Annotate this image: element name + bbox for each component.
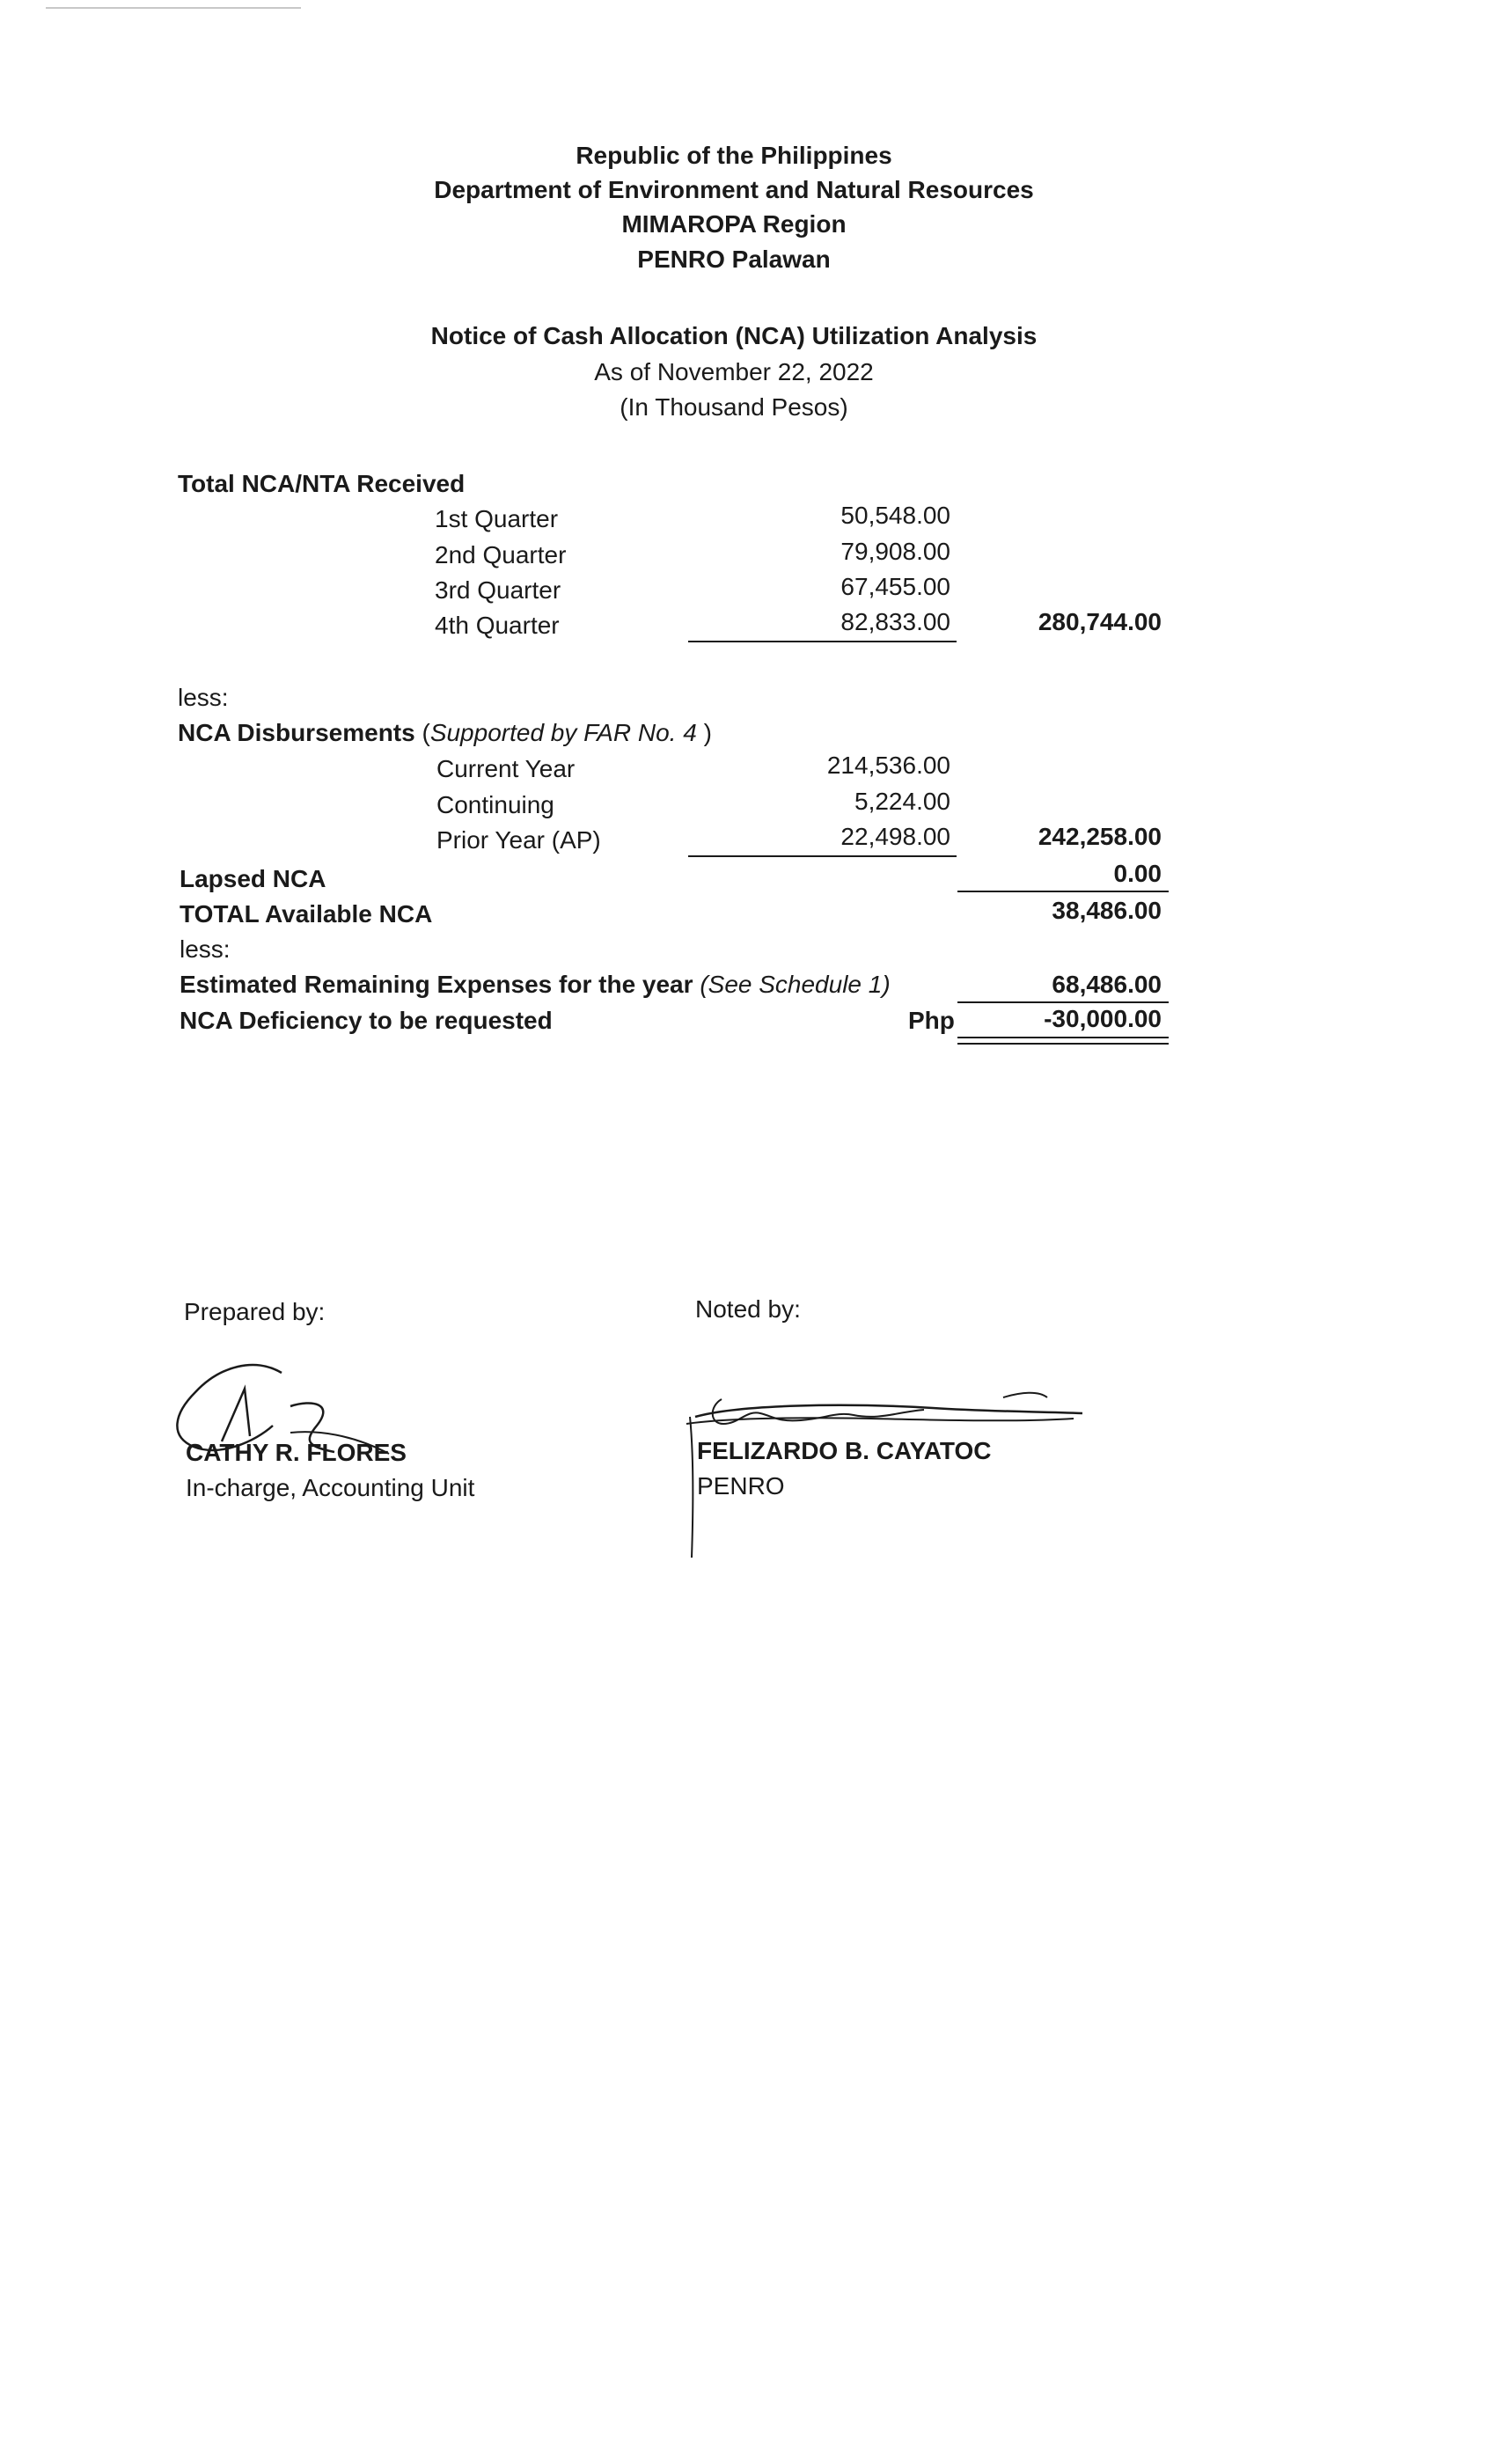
report-title: Notice of Cash Allocation (NCA) Utilization Analysis <box>430 322 1038 349</box>
remaining-label: Estimated Remaining Expenses for the year <box>180 971 693 998</box>
header-country: Republic of the Philippines <box>576 142 892 169</box>
quarter-amount: 50,548.00 <box>840 502 950 529</box>
quarter-label: 3rd Quarter <box>435 576 561 604</box>
disbursement-label: Current Year <box>436 755 576 782</box>
quarter-label: 4th Quarter <box>435 612 560 639</box>
disbursements-note: Supported by FAR No. 4 <box>429 719 697 746</box>
remaining-underline <box>957 1001 1169 1003</box>
deficiency-amount: -30,000.00 <box>1044 1005 1162 1032</box>
remaining-amount: 68,486.00 <box>1052 971 1162 998</box>
header-region: MIMAROPA Region <box>621 210 847 238</box>
disbursements-heading <box>178 718 712 748</box>
received-total: 280,744.00 <box>1038 608 1162 635</box>
disbursement-amount: 22,498.00 <box>840 823 950 850</box>
noted-name: FELIZARDO B. CAYATOC <box>697 1437 992 1464</box>
header-department: Department of Environment and Natural Resources <box>434 176 1034 203</box>
less-label: less: <box>180 935 231 963</box>
available-label: TOTAL Available NCA <box>180 900 433 928</box>
noted-position: PENRO <box>697 1472 785 1500</box>
disbursements-note-close: ) <box>703 719 712 746</box>
remaining-heading <box>180 970 891 1000</box>
prepared-name: CATHY R. FLORES <box>186 1439 407 1466</box>
prepared-position: In-charge, Accounting Unit <box>186 1474 475 1501</box>
available-amount: 38,486.00 <box>1052 897 1162 924</box>
lapsed-amount: 0.00 <box>1113 860 1162 887</box>
subtotal-underline <box>688 641 957 642</box>
prepared-caption: Prepared by: <box>184 1298 326 1325</box>
quarter-label: 1st Quarter <box>435 505 559 532</box>
disbursement-amount: 5,224.00 <box>854 788 950 815</box>
disbursements-note-open: ( <box>422 719 430 746</box>
disbursement-label: Continuing <box>436 791 554 818</box>
header-office: PENRO Palawan <box>637 246 831 273</box>
less-label: less: <box>178 684 229 711</box>
subtotal-underline <box>688 855 957 857</box>
quarter-amount: 67,455.00 <box>840 573 950 600</box>
deficiency-label: NCA Deficiency to be requested <box>180 1007 553 1034</box>
report-date: As of November 22, 2022 <box>594 358 874 385</box>
received-label: Total NCA/NTA Received <box>178 470 466 497</box>
report-unit: (In Thousand Pesos) <box>620 393 848 421</box>
disbursements-total: 242,258.00 <box>1038 823 1162 850</box>
lapsed-label: Lapsed NCA <box>180 865 326 892</box>
deficiency-currency: Php <box>908 1007 955 1034</box>
disbursement-label: Prior Year (AP) <box>436 826 601 854</box>
disbursements-label: NCA Disbursements <box>178 719 415 746</box>
double-underline <box>957 1037 1169 1045</box>
noted-caption: Noted by: <box>695 1295 801 1323</box>
lapsed-underline <box>957 891 1169 892</box>
scan-edge-line <box>46 7 301 9</box>
remaining-note: (See Schedule 1) <box>700 971 891 998</box>
quarter-label: 2nd Quarter <box>435 541 567 568</box>
quarter-amount: 82,833.00 <box>840 608 950 635</box>
disbursement-amount: 214,536.00 <box>826 752 950 779</box>
quarter-amount: 79,908.00 <box>840 538 950 565</box>
